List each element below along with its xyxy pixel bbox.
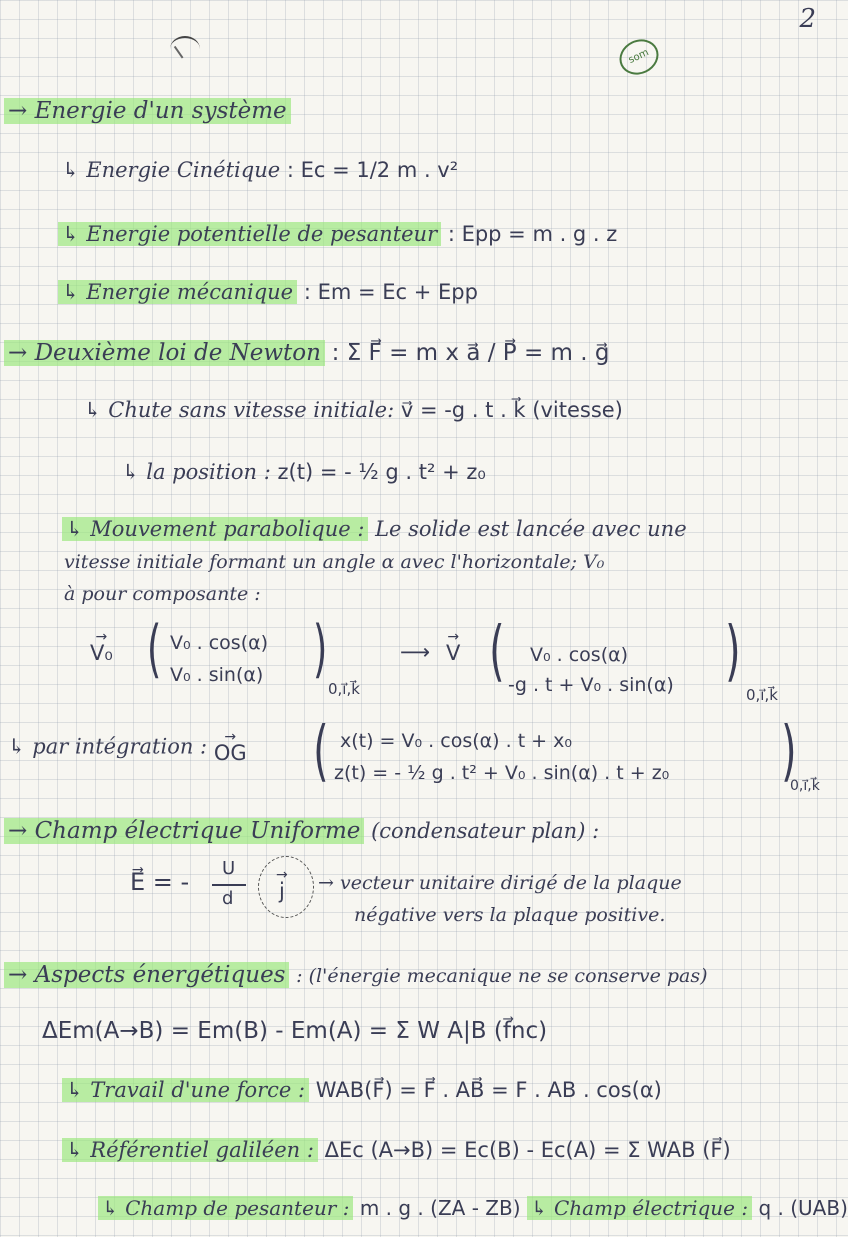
v0-symbol: V₀: [90, 641, 113, 665]
label: ↳ Mouvement parabolique :: [62, 517, 368, 541]
formula: WAB(F⃗) = F⃗ . AB⃗ = F . AB . cos(α): [315, 1078, 662, 1102]
delta-em-equation: ΔEm(A→B) = Em(B) - Em(A) = Σ W A|B (f⃗nc): [42, 1018, 548, 1044]
v0-vector-label: → V₀: [90, 629, 113, 665]
label: ↳ Energie potentielle de pesanteur: [58, 222, 441, 246]
v-symbol: V: [446, 641, 461, 665]
paren-open: (: [146, 612, 162, 685]
label: ↳ Chute sans vitesse initiale:: [84, 398, 395, 422]
heading-suffix: (condensateur plan) :: [371, 819, 600, 843]
energie-mecanique-line: [58, 280, 478, 304]
paren-open: (: [313, 712, 329, 789]
e-field-lhs: E⃗ = -: [130, 868, 190, 896]
v0-row-2: V₀ . sin(α): [170, 664, 264, 686]
label: ↳ Travail d'une force :: [62, 1078, 309, 1102]
position-line: [122, 460, 486, 484]
v-vector-label: → V: [446, 629, 461, 665]
heading: → Champ électrique Uniforme: [4, 818, 364, 844]
label: ↳ Energie Cinétique: [62, 158, 281, 182]
j-symbol: j: [278, 879, 285, 903]
unit-vector-note-1: → vecteur unitaire dirigé de la plaque: [318, 872, 682, 894]
paren-close: ): [312, 612, 328, 685]
label: ↳ Référentiel galiléen :: [62, 1138, 318, 1162]
chute-line: [84, 398, 623, 422]
v-row-2: -g . t + V₀ . sin(α): [508, 674, 674, 696]
og-symbol: OG: [213, 741, 247, 765]
parabolique-text-3: à pour composante :: [64, 583, 261, 605]
implies-arrow: ⟶: [400, 640, 431, 664]
paren-close: ): [781, 712, 797, 789]
formula: : Σ F⃗ = m x a⃗ / P⃗ = m . g⃗: [331, 340, 610, 366]
v-row-1: V₀ . cos(α): [530, 644, 629, 666]
j-vector: → j: [276, 867, 288, 903]
og-basis: 0,i⃗,k⃗: [790, 778, 820, 794]
formula: : Ec = 1/2 m . v²: [286, 158, 459, 182]
section-aspects-title: [4, 962, 708, 988]
text: Le solide est lancée avec une: [375, 517, 687, 541]
champ-line: [98, 1196, 848, 1220]
formula: v⃗ = -g . t . k⃗ (vitesse): [400, 398, 623, 422]
unit-vector-note-2: négative vers la plaque positive.: [354, 904, 666, 926]
fraction-bar: [212, 884, 246, 886]
label: ↳ par intégration :: [8, 734, 208, 759]
label: ↳ Energie mécanique: [58, 280, 297, 304]
energie-potentielle-line: [58, 222, 617, 246]
label: ↳ la position :: [122, 460, 271, 484]
formula: m . g . (ZA - ZB): [359, 1196, 521, 1220]
referentiel-line: [62, 1138, 731, 1162]
v0-basis: 0,i⃗,k⃗: [328, 680, 360, 698]
parabolique-line: [62, 517, 687, 541]
heading: → Deuxième loi de Newton: [4, 340, 325, 366]
section-champ-title: [4, 818, 599, 844]
fraction-denominator: d: [222, 888, 234, 909]
label: ↳ Champ de pesanteur :: [98, 1196, 353, 1220]
heading: → Energie d'un système: [4, 98, 291, 124]
fraction-numerator: U: [222, 858, 236, 879]
page-number: 2: [799, 4, 816, 34]
label: ↳ Champ électrique :: [527, 1196, 752, 1220]
heading: → Aspects énergétiques: [4, 962, 289, 988]
heading-suffix: : (l'énergie mecanique ne se conserve pas): [296, 965, 708, 987]
paren-open: (: [489, 612, 505, 689]
paren-close: ): [725, 612, 741, 689]
formula: : Epp = m . g . z: [447, 222, 618, 246]
formula: z(t) = - ½ g . t² + z₀: [277, 460, 486, 484]
og-row-2: z(t) = - ½ g . t² + V₀ . sin(α) . t + z₀: [334, 762, 670, 784]
integration-line: ↳ par intégration : → OG: [8, 729, 247, 765]
section-newton-title: [4, 340, 610, 366]
stamp: som: [614, 33, 665, 81]
v0-row-1: V₀ . cos(α): [170, 632, 269, 654]
travail-line: [62, 1078, 662, 1102]
formula: ΔEc (A→B) = Ec(B) - Ec(A) = Σ WAB (F⃗): [324, 1138, 731, 1162]
formula: q . (UAB): [758, 1196, 848, 1220]
v-basis: 0,i⃗,k⃗: [746, 686, 778, 704]
doodle-mark: [170, 36, 200, 62]
parabolique-text-2: vitesse initiale formant un angle α avec l'horizontale; V₀: [64, 551, 605, 573]
og-row-1: x(t) = V₀ . cos(α) . t + x₀: [340, 730, 572, 752]
section-energie-title: [4, 98, 291, 124]
formula: : Em = Ec + Epp: [303, 280, 478, 304]
energie-cinetique-line: [62, 158, 458, 182]
